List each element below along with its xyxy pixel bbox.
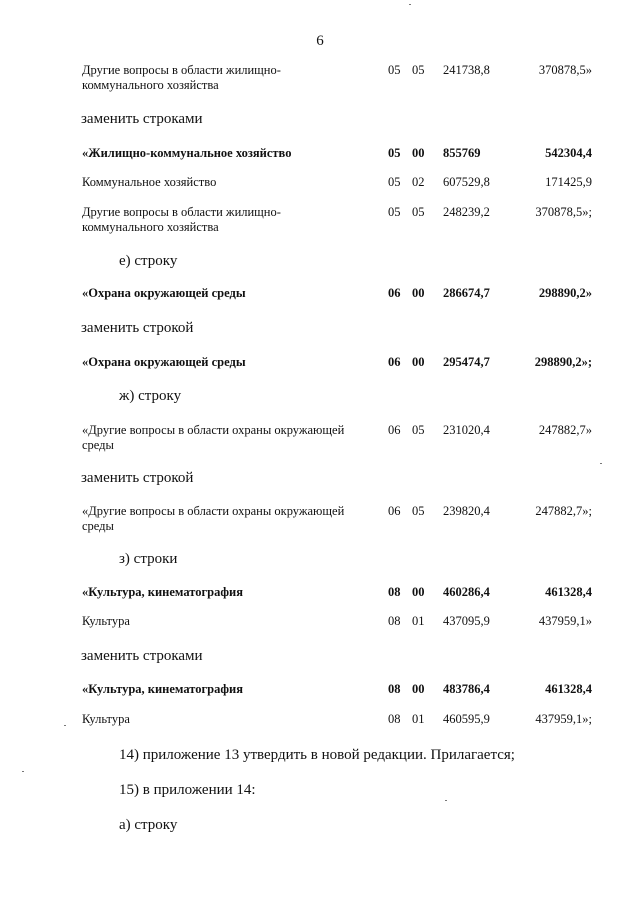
row-value-1: 460286,4: [443, 585, 490, 599]
instruction-text: 15) в приложении 14:: [119, 782, 256, 798]
row-value-1: 460595,9: [443, 712, 490, 726]
row-section: 08: [388, 712, 401, 726]
instruction-text: заменить строками: [81, 111, 203, 127]
instruction-text: е) строку: [119, 253, 178, 269]
row-name: Культура: [82, 712, 130, 726]
row-section: 08: [388, 614, 401, 628]
row-value-1: 231020,4: [443, 423, 490, 437]
row-subsection: 05: [412, 423, 425, 437]
row-subsection: 05: [412, 205, 425, 219]
row-name: «Охрана окружающей среды: [82, 355, 246, 369]
row-name: Культура: [82, 614, 130, 628]
row-value-1: 295474,7: [443, 355, 490, 369]
row-section: 05: [388, 175, 401, 189]
row-value-2: 437959,1»: [538, 614, 592, 628]
row-subsection: 05: [412, 504, 425, 518]
row-value-2: 370878,5»;: [535, 205, 592, 219]
row-name: «Охрана окружающей среды: [82, 286, 246, 300]
row-subsection: 02: [412, 175, 425, 189]
row-subsection: 00: [412, 286, 425, 300]
row-section: 05: [388, 205, 401, 219]
row-subsection: 00: [412, 146, 425, 160]
row-value-2: 298890,2»;: [534, 355, 592, 369]
row-value-2: 370878,5»: [538, 63, 592, 77]
instruction-text: а) строку: [119, 817, 178, 833]
row-name: Другие вопросы в области жилищно-коммунального хозяйства: [82, 205, 281, 234]
scan-speck: [445, 800, 447, 801]
row-name: «Культура, кинематография: [82, 585, 243, 599]
page-number: 6: [316, 33, 324, 49]
row-section: 06: [388, 504, 401, 518]
row-value-1: 483786,4: [443, 682, 490, 696]
row-value-2: 298890,2»: [538, 286, 592, 300]
row-value-1: 855769: [443, 146, 481, 160]
row-value-2: 542304,4: [545, 146, 592, 160]
row-name: «Культура, кинематография: [82, 682, 243, 696]
row-value-1: 607529,8: [443, 175, 490, 189]
row-value-2: 461328,4: [545, 585, 592, 599]
row-value-1: 248239,2: [443, 205, 490, 219]
row-section: 08: [388, 585, 401, 599]
scan-speck: [600, 463, 602, 464]
row-name: «Другие вопросы в области охраны окружающей среды: [82, 504, 345, 533]
row-section: 08: [388, 682, 401, 696]
instruction-text: заменить строкой: [81, 470, 194, 486]
scan-speck: [22, 771, 24, 772]
scan-speck: [64, 725, 66, 726]
scan-speck: [409, 4, 411, 5]
instruction-text: заменить строкой: [81, 320, 194, 336]
row-value-2: 171425,9: [545, 175, 592, 189]
row-name: Коммунальное хозяйство: [82, 175, 217, 189]
row-value-2: 247882,7»: [538, 423, 592, 437]
row-section: 05: [388, 63, 401, 77]
row-value-2: 437959,1»;: [535, 712, 592, 726]
row-section: 06: [388, 355, 401, 369]
row-value-1: 437095,9: [443, 614, 490, 628]
row-value-2: 461328,4: [545, 682, 592, 696]
row-value-1: 286674,7: [443, 286, 490, 300]
row-section: 05: [388, 146, 401, 160]
instruction-text: заменить строками: [81, 648, 203, 664]
row-subsection: 05: [412, 63, 425, 77]
row-subsection: 01: [412, 614, 425, 628]
row-subsection: 00: [412, 585, 425, 599]
row-subsection: 01: [412, 712, 425, 726]
row-section: 06: [388, 423, 401, 437]
instruction-text: 14) приложение 13 утвердить в новой редакции. Прилагается;: [119, 747, 515, 763]
row-value-1: 241738,8: [443, 63, 490, 77]
instruction-text: з) строки: [119, 551, 178, 567]
row-subsection: 00: [412, 682, 425, 696]
row-section: 06: [388, 286, 401, 300]
row-subsection: 00: [412, 355, 425, 369]
instruction-text: ж) строку: [119, 388, 182, 404]
row-value-1: 239820,4: [443, 504, 490, 518]
row-name: Другие вопросы в области жилищно-коммунального хозяйства: [82, 63, 281, 92]
row-value-2: 247882,7»;: [535, 504, 592, 518]
row-name: «Другие вопросы в области охраны окружающей среды: [82, 423, 345, 452]
row-name: «Жилищно-коммунальное хозяйство: [82, 146, 292, 160]
